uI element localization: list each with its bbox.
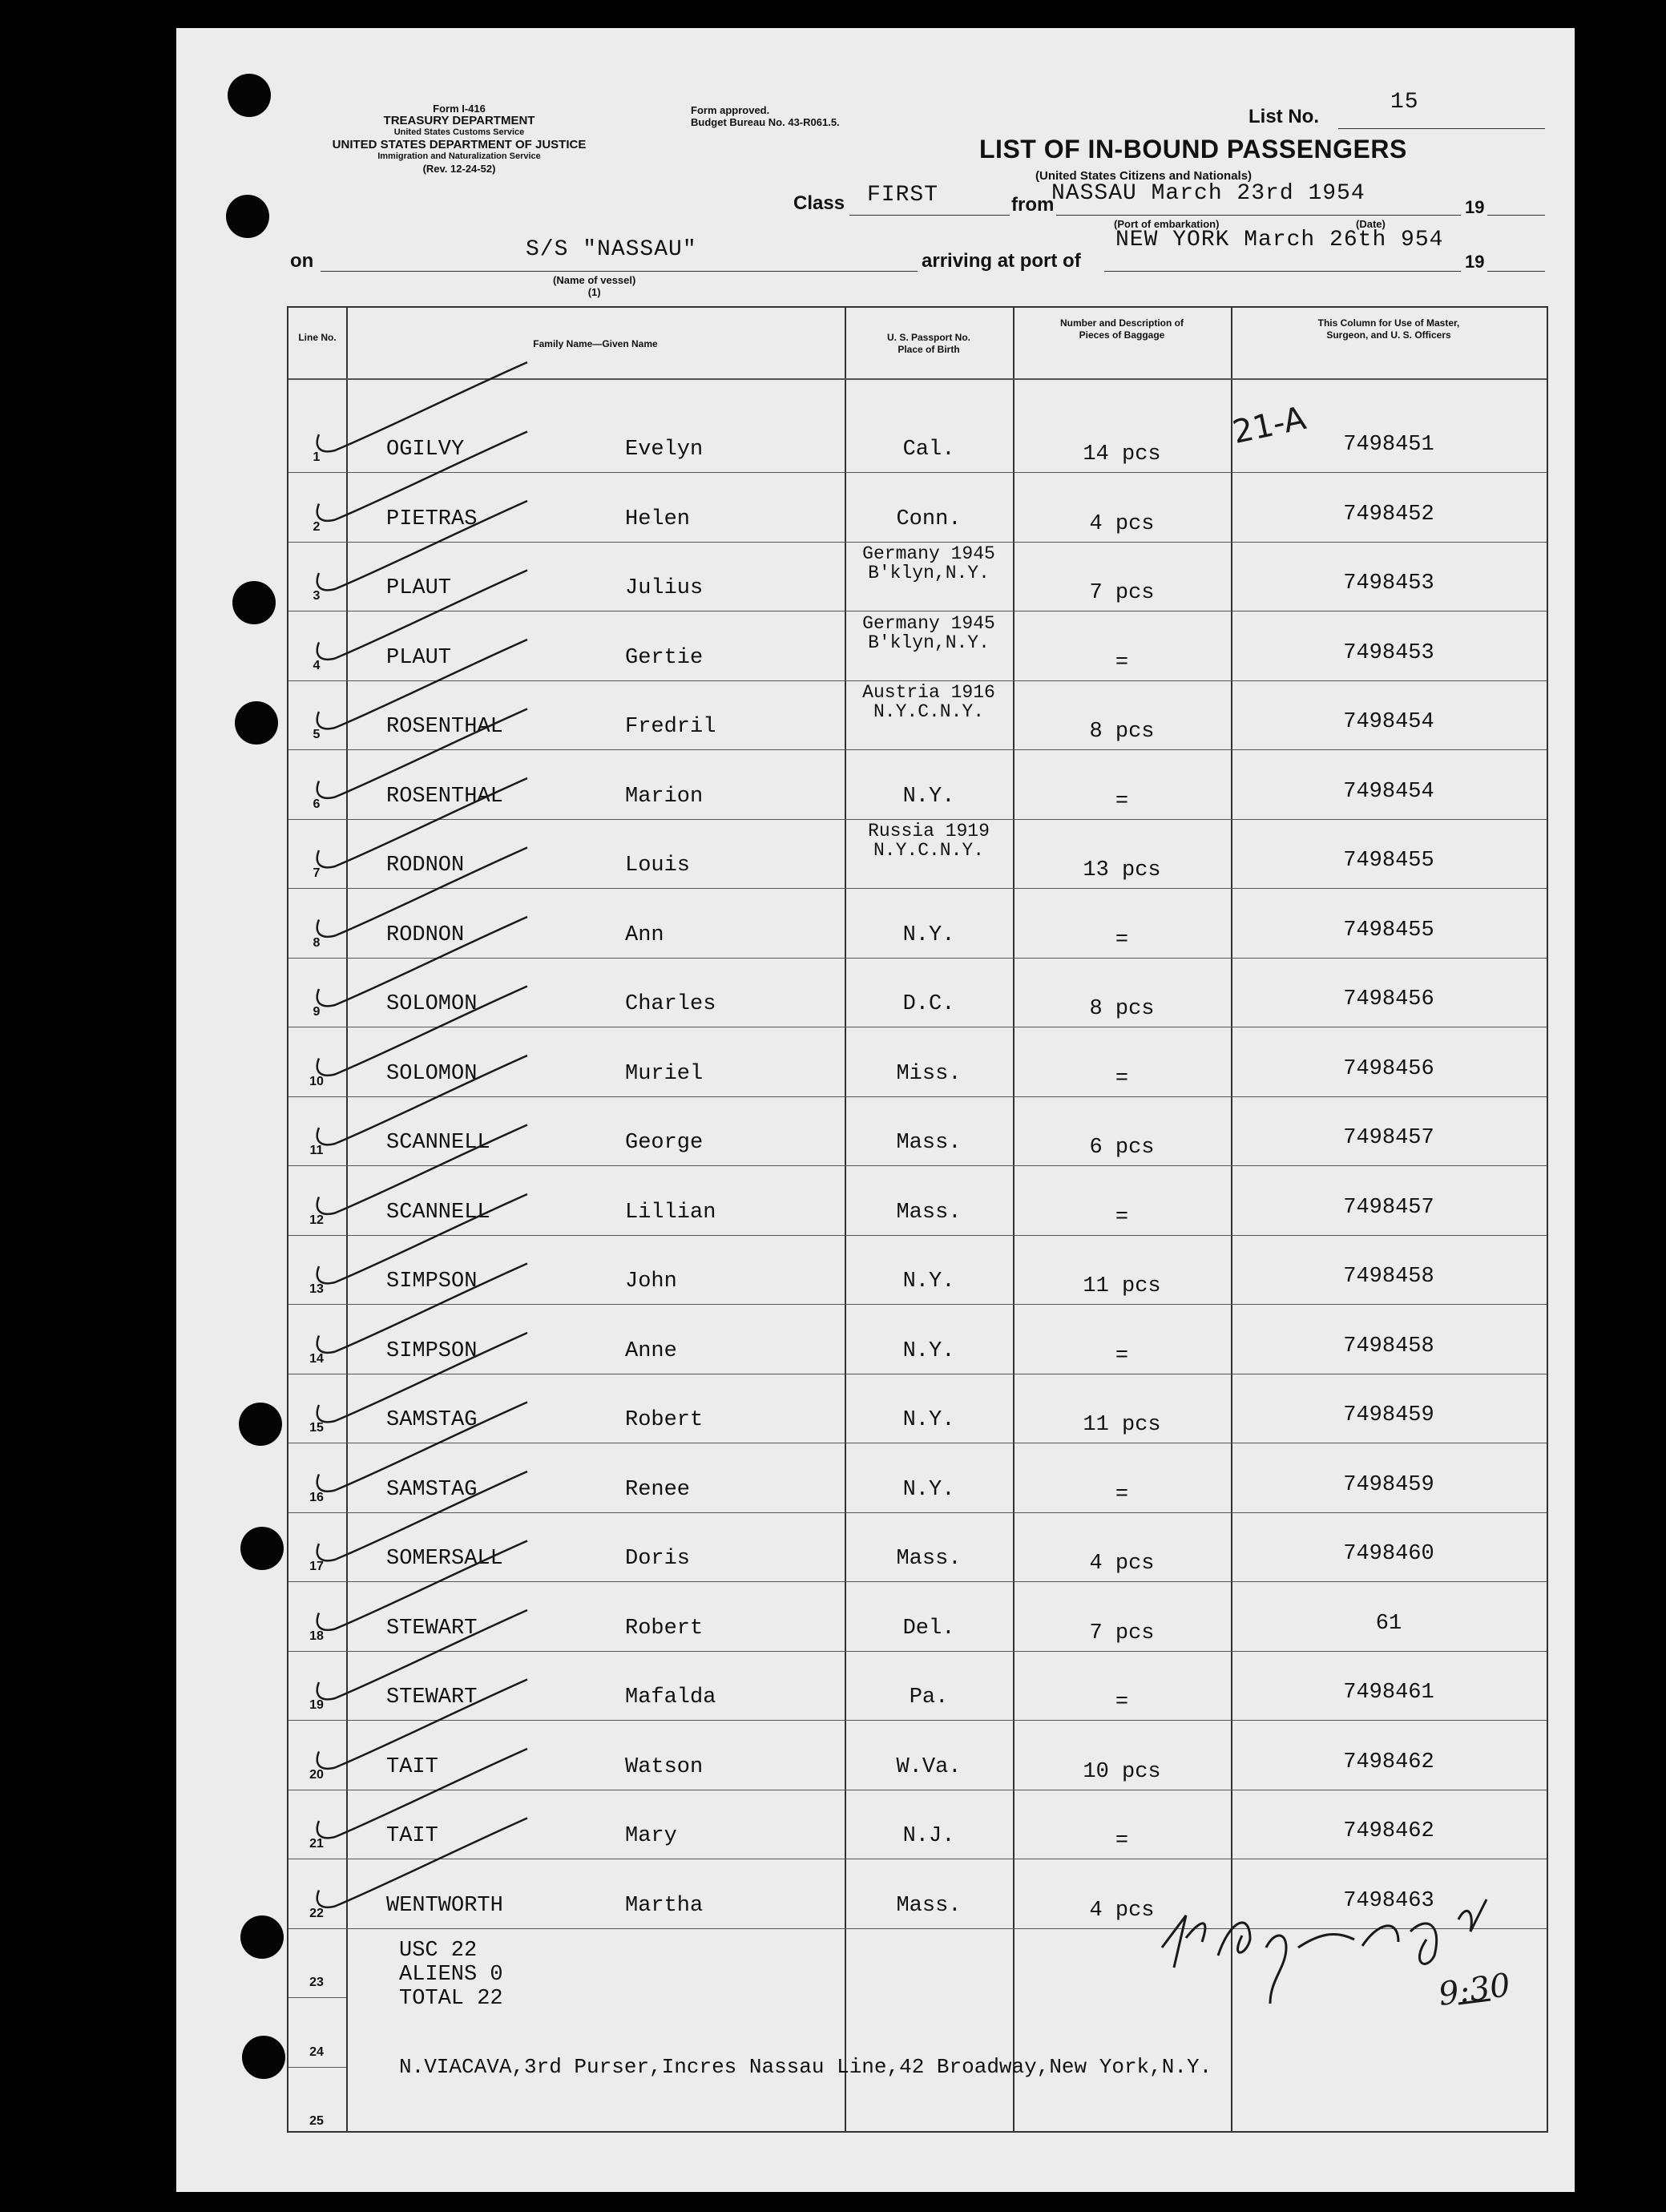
revision: (Rev. 12-24-52) [422, 163, 496, 175]
baggage: = [1115, 1343, 1129, 1368]
summary-aliens: ALIENS 0 [399, 1963, 503, 1987]
given-name: Martha [625, 1893, 704, 1918]
given-name: Julius [625, 576, 704, 600]
table-row [288, 404, 1547, 473]
family-name: OGILVY [386, 438, 465, 462]
baggage: 8 pcs [1089, 997, 1155, 1021]
family-name: ROSENTHAL [386, 715, 503, 739]
line-number: 11 [309, 1144, 324, 1157]
class-label: Class [793, 192, 845, 214]
baggage: 6 pcs [1089, 1136, 1155, 1160]
list-no-underline [1338, 128, 1545, 129]
baggage: 4 pcs [1089, 1898, 1155, 1923]
family-name: SCANNELL [386, 1200, 490, 1225]
family-name: SOLOMON [386, 992, 478, 1016]
handwritten-time: 9:30 [1436, 1966, 1513, 2014]
binder-hole [235, 701, 278, 745]
place-of-birth: N.Y. [902, 784, 955, 809]
place-of-birth: N.J. [902, 1824, 955, 1848]
arriving-underline [1104, 271, 1461, 272]
baggage: 14 pcs [1083, 442, 1161, 466]
baggage: 13 pcs [1083, 858, 1161, 882]
place-of-birth: N.Y. [902, 922, 955, 947]
given-name: Watson [625, 1754, 704, 1779]
year-underline [1487, 215, 1545, 216]
given-name: Muriel [625, 1061, 704, 1086]
date-label: (Date) [1356, 218, 1386, 230]
baggage: 11 pcs [1083, 1413, 1161, 1437]
line-number: 14 [309, 1351, 324, 1366]
form-approved: Form approved. [691, 104, 770, 116]
binder-hole [240, 1527, 284, 1570]
place-of-birth: N.Y. [902, 1477, 955, 1502]
header-baggage [1013, 317, 1231, 341]
family-name: SAMSTAG [386, 1477, 478, 1502]
line-number: 25 [309, 2114, 324, 2128]
family-name: RODNON [386, 922, 465, 947]
class-underline [849, 215, 1010, 216]
table-row [288, 820, 1547, 889]
table-row [288, 890, 1547, 959]
given-name: Doris [625, 1547, 691, 1571]
handwritten-21a: 21-A [1229, 399, 1309, 452]
table-row [288, 1860, 1547, 1929]
line-number: 24 [309, 2044, 324, 2059]
line-number: 7 [313, 866, 321, 880]
officer-number: 7498455 [1343, 849, 1434, 873]
budget-bureau: Budget Bureau No. 43-R061.5. [691, 116, 840, 128]
given-name: Marion [625, 784, 704, 809]
family-name: PIETRAS [386, 507, 478, 531]
baggage: = [1115, 1482, 1129, 1507]
place-of-birth [845, 821, 1013, 860]
binder-hole [228, 74, 271, 117]
form-header-left [287, 103, 631, 175]
officer-number: 7498457 [1343, 1195, 1434, 1220]
row-rule [288, 2067, 346, 2068]
place-of-birth: Pa. [909, 1685, 949, 1709]
line-number: 4 [313, 658, 321, 672]
officer-number: 7498462 [1343, 1750, 1434, 1774]
baggage: 7 pcs [1089, 1621, 1155, 1645]
budget-block [691, 104, 840, 128]
family-name: STEWART [386, 1616, 478, 1641]
table-row [288, 1236, 1547, 1305]
place-of-birth-text: Austria 1916 N.Y.C.N.Y. [862, 682, 995, 722]
family-name: SIMPSON [386, 1269, 478, 1294]
baggage: 7 pcs [1089, 581, 1155, 605]
justice-dept: UNITED STATES DEPARTMENT OF JUSTICE [332, 138, 587, 151]
family-name: ROSENTHAL [386, 784, 503, 809]
place-of-birth: W.Va. [896, 1754, 962, 1779]
given-name: Louis [625, 854, 691, 878]
baggage: 4 pcs [1089, 1552, 1155, 1576]
line-number: 9 [313, 1005, 321, 1019]
officer-number: 7498456 [1343, 1056, 1434, 1081]
vessel-underline [321, 271, 918, 272]
family-name: SCANNELL [386, 1131, 490, 1155]
vessel-value: S/S "NASSAU" [526, 237, 697, 262]
place-of-birth: Miss. [896, 1061, 962, 1086]
baggage: 8 pcs [1089, 720, 1155, 744]
line-number: 18 [309, 1629, 324, 1643]
page-title: LIST OF IN-BOUND PASSENGERS [979, 135, 1407, 163]
list-no-value: 15 [1390, 90, 1419, 115]
line-number: 19 [309, 1698, 324, 1712]
officer-number: 7498463 [1343, 1888, 1434, 1913]
passenger-table [287, 306, 1548, 2133]
line-number: 10 [309, 1074, 324, 1088]
table-row [288, 1374, 1547, 1443]
place-of-birth: Del. [902, 1616, 955, 1641]
header-name: Family Name—Given Name [533, 338, 658, 349]
line-number: 3 [313, 589, 321, 603]
line-number: 13 [309, 1282, 324, 1296]
family-name: PLAUT [386, 645, 452, 670]
binder-hole [226, 195, 269, 238]
table-row [288, 1722, 1547, 1790]
place-of-birth [845, 683, 1013, 721]
place-of-birth-text: Germany 1945 B'klyn,N.Y. [862, 543, 995, 583]
given-name: Mary [625, 1824, 677, 1848]
given-name: Ann [625, 922, 664, 947]
list-no-label: List No. [1248, 106, 1319, 127]
given-name: Evelyn [625, 438, 704, 462]
header-passport-text: U. S. Passport No. Place of Birth [886, 332, 971, 355]
from-label: from [1011, 194, 1055, 216]
purser-line: N.VIACAVA,3rd Purser,Incres Nassau Line,42 Broadway,New York,N.Y. [399, 2055, 1212, 2079]
vessel-caption: (Name of vessel) [553, 274, 636, 286]
line-number: 6 [313, 797, 321, 811]
table-row [288, 959, 1547, 1027]
line-number: 1 [313, 450, 321, 464]
header-rule [288, 378, 1547, 380]
from-value: NASSAU March 23rd 1954 [1051, 181, 1365, 206]
baggage: 11 pcs [1083, 1274, 1161, 1298]
line-number: 23 [309, 1976, 324, 1989]
table-row [288, 1444, 1547, 1513]
officer-number: 7498459 [1343, 1472, 1434, 1497]
given-name: Anne [625, 1338, 677, 1363]
family-name: SAMSTAG [386, 1408, 478, 1432]
officer-number: 7498456 [1343, 987, 1434, 1011]
officer-number: 7498458 [1343, 1334, 1434, 1358]
baggage: = [1115, 1690, 1129, 1714]
arriving-value: NEW YORK March 26th 954 [1115, 228, 1444, 252]
place-of-birth [845, 544, 1013, 583]
given-name: Fredril [625, 715, 716, 739]
table-row [288, 1167, 1547, 1236]
baggage: 4 pcs [1089, 511, 1155, 536]
line-number: 16 [309, 1490, 324, 1504]
table-row [288, 751, 1547, 820]
vessel-col-number: (1) [587, 286, 601, 298]
place-of-birth: N.Y. [902, 1338, 955, 1363]
ins-service: Immigration and Naturalization Service [377, 151, 541, 161]
baggage: = [1115, 1066, 1129, 1091]
officer-number: 7498452 [1343, 502, 1434, 527]
officer-number: 7498451 [1343, 433, 1434, 457]
place-of-birth [845, 614, 1013, 652]
officer-number: 7498454 [1343, 710, 1434, 734]
family-name: RODNON [386, 854, 465, 878]
header-passport [845, 317, 1013, 356]
given-name: Gertie [625, 645, 704, 670]
place-of-birth: N.Y. [902, 1269, 955, 1294]
binder-hole [242, 2036, 285, 2079]
table-row [288, 681, 1547, 750]
given-name: George [625, 1131, 704, 1155]
baggage: = [1115, 789, 1129, 813]
customs-service: United States Customs Service [393, 127, 525, 137]
officer-number: 7498462 [1343, 1819, 1434, 1843]
officer-number: 7498458 [1343, 1265, 1434, 1289]
officer-number: 7498460 [1343, 1542, 1434, 1566]
place-of-birth: Mass. [896, 1131, 962, 1155]
page-subtitle: (United States Citizens and Nationals) [1035, 169, 1253, 183]
row-rule [288, 1997, 346, 1998]
place-of-birth: D.C. [902, 992, 955, 1016]
line-number: 8 [313, 935, 321, 950]
given-name: Renee [625, 1477, 691, 1502]
line-number: 22 [309, 1906, 324, 1920]
from-underline [1056, 215, 1461, 216]
year-underline-2 [1487, 271, 1545, 272]
on-label: on [290, 250, 314, 272]
header-baggage-text: Number and Description of Pieces of Baggage [1059, 317, 1184, 341]
line-number: 2 [313, 519, 321, 534]
baggage: = [1115, 1205, 1129, 1229]
table-row [288, 1583, 1547, 1652]
given-name: Mafalda [625, 1685, 716, 1709]
officer-number: 7498453 [1343, 571, 1434, 595]
header-officers [1231, 317, 1547, 341]
binder-hole [240, 1915, 284, 1959]
place-of-birth: Mass. [896, 1547, 962, 1571]
class-value: FIRST [867, 183, 939, 208]
line-number: 12 [309, 1213, 324, 1227]
vessel-label [553, 274, 635, 298]
table-row [288, 1790, 1547, 1859]
table-row [288, 1097, 1547, 1166]
table-row [288, 1306, 1547, 1374]
family-name: SOLOMON [386, 1061, 478, 1086]
table-row [288, 543, 1547, 612]
line-number: 5 [313, 728, 321, 741]
family-name: WENTWORTH [386, 1893, 503, 1918]
place-of-birth: N.Y. [902, 1408, 955, 1432]
binder-hole [232, 581, 276, 624]
officer-number: 7498461 [1343, 1681, 1434, 1705]
given-name: Lillian [625, 1200, 716, 1225]
family-name: SIMPSON [386, 1338, 478, 1363]
line-number: 15 [309, 1421, 324, 1435]
line-number: 20 [309, 1767, 324, 1782]
header-officers-text: This Column for Use of Master, Surgeon, and U. S. Officers [1317, 317, 1460, 341]
baggage: = [1115, 650, 1129, 675]
header-line-no: Line No. [298, 332, 337, 343]
officer-number: 61 [1375, 1611, 1402, 1636]
place-of-birth: Mass. [896, 1200, 962, 1225]
family-name: TAIT [386, 1824, 438, 1848]
table-row [288, 1652, 1547, 1721]
line-number: 17 [309, 1560, 324, 1573]
year-prefix-2: 19 [1465, 252, 1485, 272]
given-name: Helen [625, 507, 691, 531]
binder-hole [239, 1403, 282, 1446]
table-row [288, 612, 1547, 681]
given-name: Robert [625, 1616, 704, 1641]
family-name: STEWART [386, 1685, 478, 1709]
place-of-birth-text: Russia 1919 N.Y.C.N.Y. [868, 821, 990, 861]
baggage: 10 pcs [1083, 1759, 1161, 1784]
table-row [288, 1513, 1547, 1582]
row-rule [288, 1928, 1547, 1929]
officer-number: 7498453 [1343, 640, 1434, 665]
treasury-dept: TREASURY DEPARTMENT [383, 114, 535, 127]
given-name: Robert [625, 1408, 704, 1432]
family-name: PLAUT [386, 576, 452, 600]
form-number: Form I-416 [433, 103, 486, 115]
baggage: = [1115, 1829, 1129, 1853]
officer-number: 7498454 [1343, 779, 1434, 804]
line-number: 21 [309, 1837, 324, 1851]
table-row [288, 474, 1547, 543]
summary-usc: USC 22 [399, 1939, 478, 1963]
family-name: SOMERSALL [386, 1547, 503, 1571]
port-embark-label: (Port of embarkation) [1114, 218, 1220, 230]
place-of-birth: Mass. [896, 1893, 962, 1918]
given-name: Charles [625, 992, 716, 1016]
summary-total: TOTAL 22 [399, 1987, 503, 2011]
place-of-birth-text: Germany 1945 B'klyn,N.Y. [862, 612, 995, 653]
officer-number: 7498455 [1343, 918, 1434, 943]
place-of-birth: Conn. [896, 507, 962, 531]
family-name: TAIT [386, 1754, 438, 1779]
officer-number: 7498459 [1343, 1403, 1434, 1427]
baggage: = [1115, 927, 1129, 952]
table-row [288, 1028, 1547, 1097]
year-prefix: 19 [1465, 197, 1485, 217]
given-name: John [625, 1269, 677, 1294]
arriving-label: arriving at port of [922, 250, 1081, 272]
place-of-birth: Cal. [902, 438, 955, 462]
officer-number: 7498457 [1343, 1126, 1434, 1150]
